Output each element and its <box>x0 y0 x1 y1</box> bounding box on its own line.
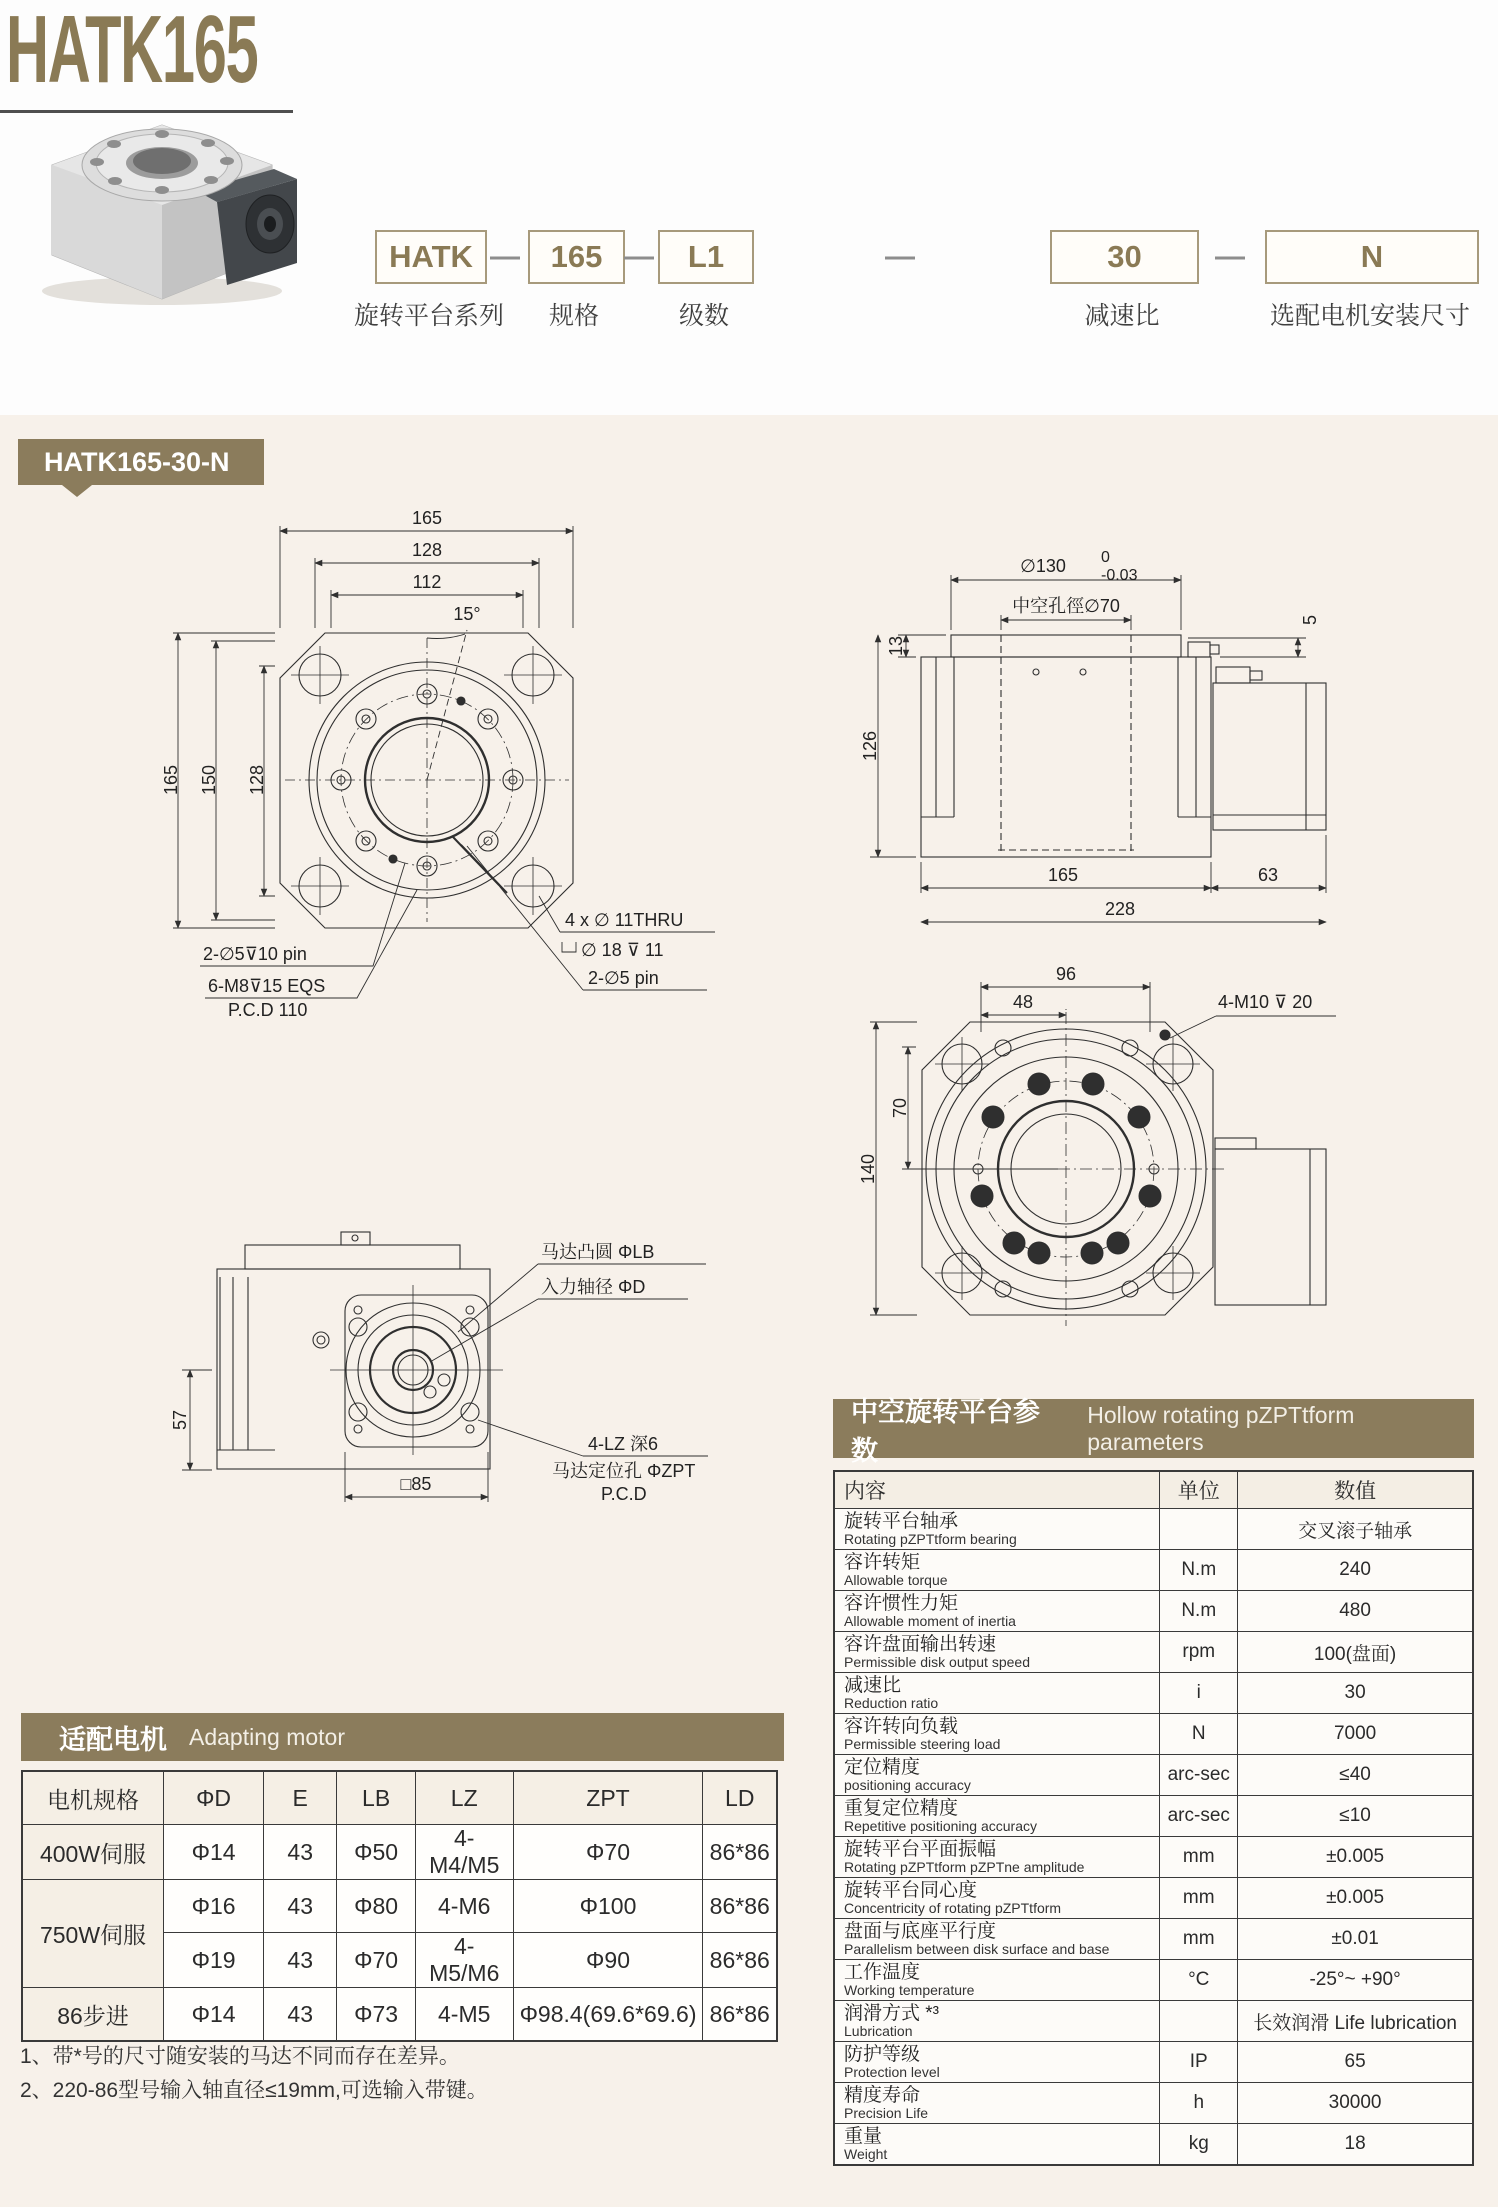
front-dim-150-left: 150 <box>199 764 219 796</box>
params-bar-title-en: Hollow rotating pZPTtform parameters <box>1087 1401 1355 1455</box>
model-segment-ratio <box>1050 230 1199 284</box>
params-row: 重复定位精度 Repetitive positioning accuracy arc-sec ≤10 <box>834 1796 1473 1837</box>
motor-view-drawing <box>58 1192 738 1522</box>
model-separator: — <box>885 240 915 273</box>
params-row: 容许转矩 Allowable torque N.m 240 <box>834 1550 1473 1591</box>
model-segment-size-value: 165 <box>550 239 603 274</box>
motor-row-400w: 400W伺服 Φ14 43 Φ50 4-M4/M5 Φ70 86*86 <box>22 1825 777 1880</box>
motor-bar-title-en: Adapting motor <box>189 1723 345 1750</box>
model-label-ratio: 减速比 <box>1084 302 1160 330</box>
model-label-stage: 级数 <box>678 302 729 330</box>
params-header-content: 内容 <box>834 1471 1160 1509</box>
side-dim-165: 165 <box>1047 865 1079 885</box>
front-note-thru: 4 x ∅ 11THRU <box>565 910 684 930</box>
motor-header-d: ΦD <box>164 1771 264 1825</box>
rear-dim-96: 96 <box>1055 964 1077 984</box>
motor-label-d: 入力轴径 ΦD <box>541 1277 646 1297</box>
params-row: 旋转平台轴承 Rotating pZPTtform bearing 交叉滚子轴承 <box>834 1509 1473 1550</box>
params-row: 重量 Weight kg 18 <box>834 2124 1473 2166</box>
motor-table-header-bar <box>21 1713 784 1761</box>
motor-row-86step: 86步进 Φ14 43 Φ73 4-M5 Φ98.4(69.6*69.6) 86*86 <box>22 1988 777 2042</box>
model-label-motor: 选配电机安装尺寸 <box>1269 302 1470 330</box>
motor-dim-57: 57 <box>170 1409 190 1431</box>
motor-header-ld: LD <box>703 1771 777 1825</box>
front-note-cbore: ∅ 18 ⊽ 11 <box>581 940 664 960</box>
motor-label-lb: 马达凸圆 ΦLB <box>541 1242 655 1262</box>
model-separator: — <box>490 240 520 273</box>
model-segment-stage <box>658 230 754 284</box>
product-photo <box>12 103 304 311</box>
front-note-pin2: 2-∅5 pin <box>588 968 659 988</box>
motor-row-750w-a: 750W伺服 Φ16 43 Φ80 4-M6 Φ100 86*86 <box>22 1880 777 1933</box>
footnote-1: 1、带*号的尺寸随安装的马达不同而存在差异。 <box>20 2045 460 2068</box>
side-dim-d130: ∅130 <box>1020 556 1066 576</box>
rear-dim-70: 70 <box>890 1097 910 1119</box>
front-dim-128-top: 128 <box>411 540 443 560</box>
rear-dim-48: 48 <box>1012 992 1034 1012</box>
params-table-header-bar <box>833 1396 1474 1466</box>
model-segment-size <box>528 230 625 284</box>
side-dim-228: 228 <box>1104 899 1136 919</box>
page-title: HATK165 <box>6 0 258 103</box>
model-segment-series <box>375 230 487 284</box>
front-dim-112-top: 112 <box>412 572 442 592</box>
params-row: 容许惯性力矩 Allowable moment of inertia N.m 480 <box>834 1591 1473 1632</box>
params-header-value: 数值 <box>1238 1471 1473 1509</box>
motor-note-lz: 4-LZ 深6 <box>588 1434 659 1454</box>
params-row: 定位精度 positioning accuracy arc-sec ≤40 <box>834 1755 1473 1796</box>
side-view-drawing <box>858 520 1358 950</box>
params-row: 容许盘面输出转速 Permissible disk output speed rpm 100(盘面) <box>834 1632 1473 1673</box>
params-table <box>833 1470 1474 2166</box>
rear-dim-140: 140 <box>858 1153 878 1185</box>
model-segment-motor <box>1265 230 1479 284</box>
front-note-pcd: P.C.D 110 <box>228 1000 308 1020</box>
front-dim-165-left: 165 <box>161 764 181 796</box>
front-dim-128-left: 128 <box>247 764 267 796</box>
section-tag <box>18 439 264 485</box>
motor-bar-title-zh: 适配电机 <box>59 1724 167 1755</box>
rear-view-drawing <box>858 952 1378 1372</box>
model-label-size: 规格 <box>548 302 599 330</box>
motor-row-750w-b: Φ19 43 Φ70 4-M5/M6 Φ90 86*86 <box>22 1933 777 1988</box>
model-segment-series-value: HATK <box>389 239 473 274</box>
section-tag-text: HATK165-30-N <box>44 446 230 477</box>
model-segment-stage-value: L1 <box>687 239 725 274</box>
params-row: 盘面与底座平行度 Parallelism between disk surface and base mm ±0.01 <box>834 1919 1473 1960</box>
motor-header-zpt: ZPT <box>513 1771 703 1825</box>
params-row: 防护等级 Protection level IP 65 <box>834 2042 1473 2083</box>
footnote-2: 2、220-86型号输入轴直径≤19mm,可选输入带键。 <box>20 2079 488 2102</box>
model-separator: — <box>624 240 654 273</box>
motor-header-lz: LZ <box>415 1771 513 1825</box>
params-row: 旋转平台同心度 Concentricity of rotating pZPTtform mm ±0.005 <box>834 1878 1473 1919</box>
motor-header-spec: 电机规格 <box>22 1771 164 1825</box>
front-view-drawing <box>115 498 775 1033</box>
model-separator: — <box>1215 240 1245 273</box>
model-segment-ratio-value: 30 <box>1107 239 1142 274</box>
params-row: 润滑方式 *³ Lubrication 长效润滑 Life lubrication <box>834 2001 1473 2042</box>
motor-note-zpt: 马达定位孔 ΦZPT <box>552 1461 696 1481</box>
params-row: 减速比 Reduction ratio i 30 <box>834 1673 1473 1714</box>
side-dim-13: 13 <box>886 635 906 657</box>
section-tag-notch <box>62 485 92 497</box>
adapting-motor-table <box>21 1770 778 2042</box>
side-dim-bore: 中空孔徑∅70 <box>1012 596 1120 616</box>
front-note-eqs: 6-M8⊽15 EQS <box>208 976 326 996</box>
motor-dim-85: □85 <box>400 1474 432 1494</box>
side-dim-126: 126 <box>860 730 880 762</box>
params-bar-title-zh: 中空旋转平台参数 <box>851 1396 1040 1466</box>
params-row: 工作温度 Working temperature °C -25°~ +90° <box>834 1960 1473 2001</box>
motor-note-pcd: P.C.D <box>601 1484 647 1504</box>
rear-note-m10: 4-M10 ⊽ 20 <box>1218 992 1313 1012</box>
front-dim-angle: 15° <box>453 604 481 624</box>
front-note-pin: 2-∅5⊽10 pin <box>203 944 307 964</box>
params-header-unit: 单位 <box>1160 1471 1238 1509</box>
side-dim-tol-lower: -0.03 <box>1101 567 1138 584</box>
params-row: 旋转平台平面振幅 Rotating pZPTtform pZPTne amplitude mm ±0.005 <box>834 1837 1473 1878</box>
front-dim-165-top: 165 <box>411 508 443 528</box>
motor-header-row <box>22 1771 777 1825</box>
params-header-row <box>834 1471 1473 1509</box>
params-row: 精度寿命 Precision Life h 30000 <box>834 2083 1473 2124</box>
side-dim-tol-upper: 0 <box>1101 549 1110 566</box>
side-dim-5: 5 <box>1300 614 1320 626</box>
side-dim-63: 63 <box>1257 865 1279 885</box>
motor-header-lb: LB <box>337 1771 416 1825</box>
model-label-series: 旋转平台系列 <box>353 302 504 330</box>
model-segment-motor-value: N <box>1360 239 1384 274</box>
params-row: 容许转向负载 Permissible steering load N 7000 <box>834 1714 1473 1755</box>
motor-header-e: E <box>264 1771 337 1825</box>
